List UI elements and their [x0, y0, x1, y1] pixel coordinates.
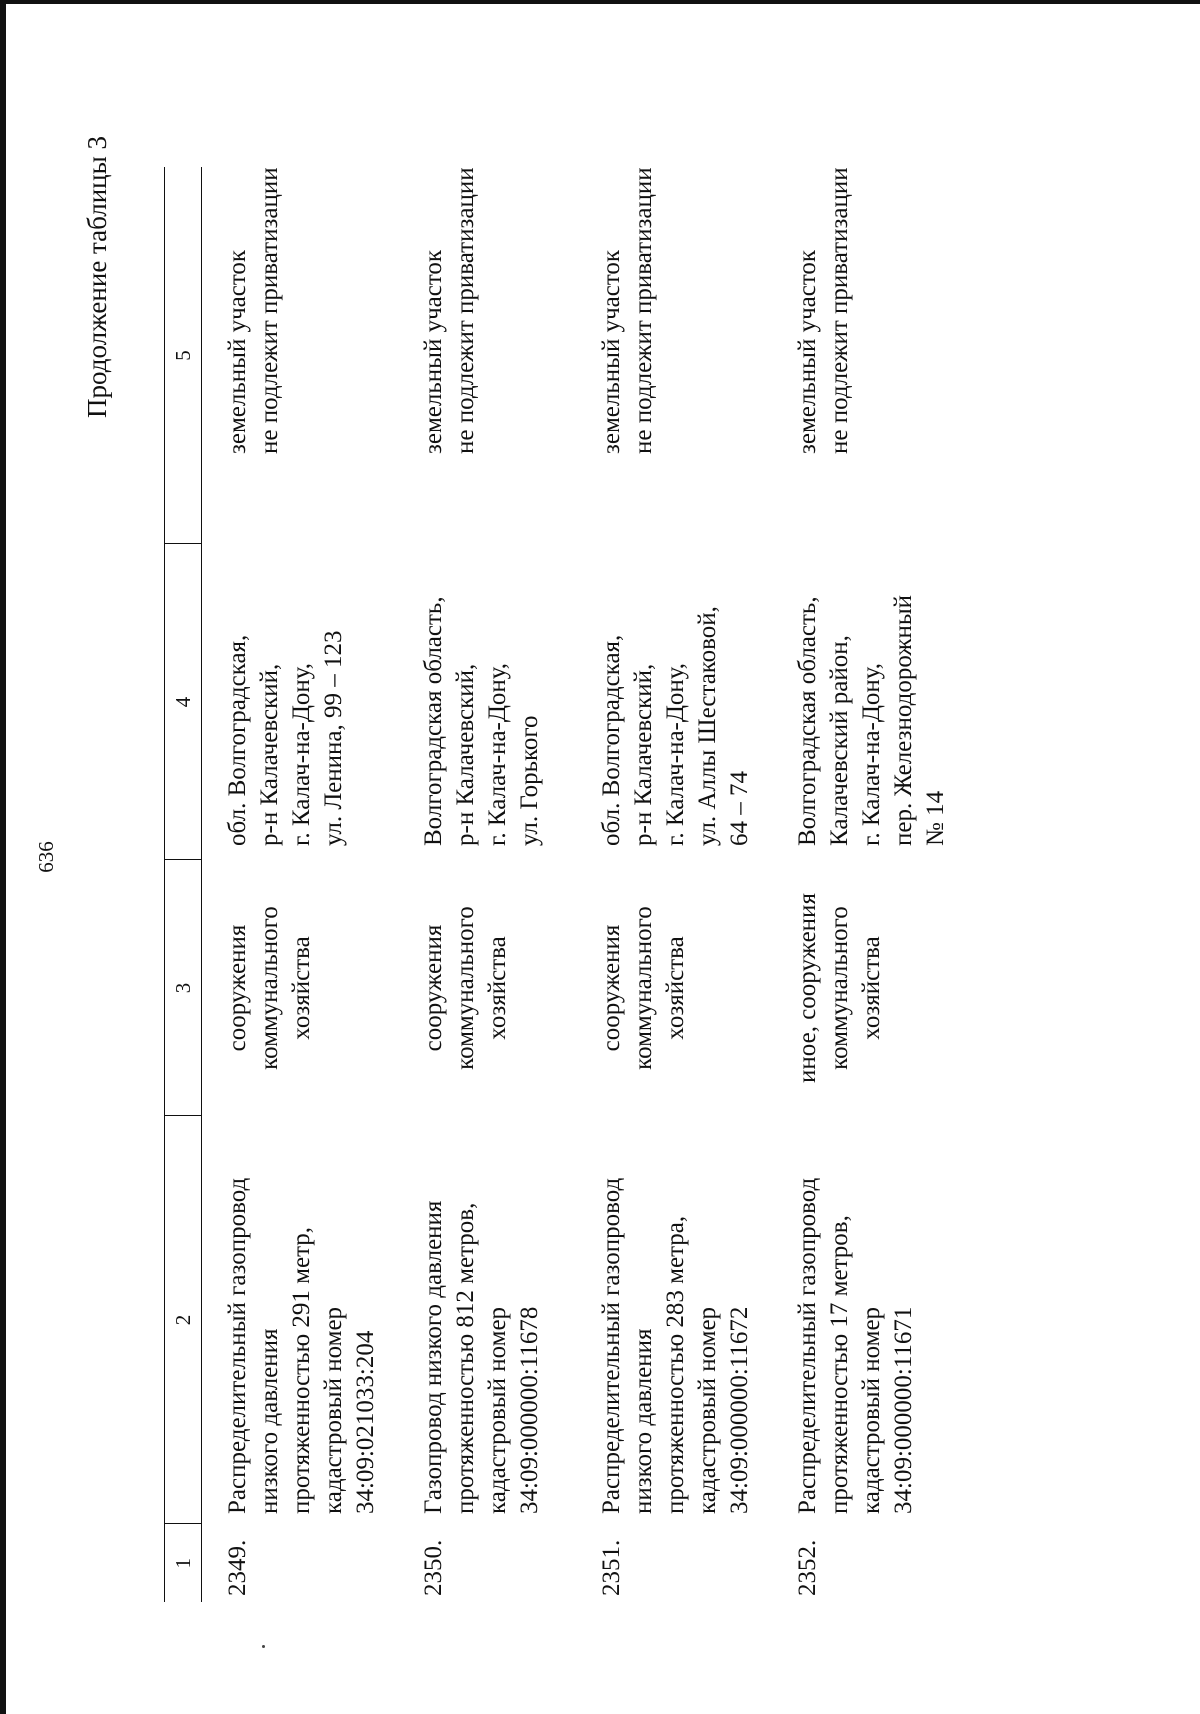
cell-line: обл. Волгоградская,	[598, 634, 625, 846]
row-number: 2349.	[224, 1539, 251, 1596]
object-name-cell	[596, 1116, 792, 1524]
address-cell	[792, 544, 988, 860]
cell-line: не подлежит приватизации	[630, 167, 657, 454]
table-row	[202, 167, 419, 1602]
cell-line: иное, сооружения	[794, 893, 821, 1083]
object-name-cell	[202, 1116, 419, 1524]
cell-line: г. Калач-на-Дону,	[288, 662, 315, 846]
cell-line: коммунального	[630, 906, 657, 1070]
cell-line: кадастровый номер	[858, 1306, 885, 1514]
table-row	[596, 167, 792, 1602]
cell-line: хозяйства	[858, 936, 885, 1040]
cell-line: Калачевский район,	[826, 635, 853, 846]
cell-line: коммунального	[826, 906, 853, 1070]
row-number: 2352.	[794, 1539, 821, 1596]
cell-line: Газопровод низкого давления	[420, 1200, 447, 1514]
cell-line: ул. Горького	[516, 715, 543, 846]
column-header: 4	[165, 544, 202, 860]
note-cell	[202, 167, 419, 544]
table-row	[418, 167, 596, 1602]
cell-line: кадастровый номер	[694, 1306, 721, 1514]
object-type-cell	[418, 860, 596, 1116]
cell-line: ул. Аллы Шестаковой,	[694, 606, 721, 846]
cell-line: 34:09:000000:11678	[516, 1306, 543, 1514]
note-cell	[418, 167, 596, 544]
cell-line: 64 – 74	[726, 771, 753, 846]
cell-line: Распределительный газопровод	[794, 1177, 821, 1514]
object-name-cell	[418, 1116, 596, 1524]
page-number: 636	[34, 841, 58, 873]
cell-line: сооружения	[598, 924, 625, 1052]
cell-line: Распределительный газопровод	[224, 1177, 251, 1514]
table-header-row	[165, 167, 202, 1602]
cell-line: 34:09:021033:204	[352, 1330, 379, 1514]
cell-line: г. Калач-на-Дону,	[858, 662, 885, 846]
cell-line: земельный участок	[224, 249, 251, 454]
object-name-cell	[792, 1116, 988, 1524]
cell-line: р-н Калачевский,	[630, 663, 657, 846]
cell-line: не подлежит приватизации	[256, 167, 283, 454]
cell-line: коммунального	[256, 906, 283, 1070]
cell-line: р-н Калачевский,	[256, 663, 283, 846]
cell-line: сооружения	[224, 924, 251, 1052]
cell-line: протяженностью 291 метр,	[288, 1226, 315, 1514]
table-continuation-title: Продолжение таблицы 3	[82, 136, 112, 418]
cell-line: обл. Волгоградская,	[224, 634, 251, 846]
object-type-cell	[596, 860, 792, 1116]
cell-line: г. Калач-на-Дону,	[662, 662, 689, 846]
cell-line: низкого давления	[256, 1328, 283, 1514]
cell-line: протяженностью 17 метров,	[826, 1215, 853, 1514]
cell-line: хозяйства	[484, 936, 511, 1040]
cell-line: ул. Ленина, 99 – 123	[320, 630, 347, 846]
row-number: 2351.	[598, 1539, 625, 1596]
address-cell	[418, 544, 596, 860]
row-number: 2350.	[420, 1539, 447, 1596]
cell-line: Волгоградская область,	[794, 596, 821, 846]
cell-line: хозяйства	[288, 936, 315, 1040]
cell-line: протяженностью 283 метра,	[662, 1215, 689, 1514]
cell-line: низкого давления	[630, 1328, 657, 1514]
cell-line: г. Калач-на-Дону,	[484, 662, 511, 846]
table-row	[792, 167, 988, 1602]
cell-line: кадастровый номер	[320, 1306, 347, 1514]
cell-line: Распределительный газопровод	[598, 1177, 625, 1514]
column-header: 2	[165, 1116, 202, 1524]
object-type-cell	[792, 860, 988, 1116]
cell-line: земельный участок	[598, 249, 625, 454]
cell-line: коммунального	[452, 906, 479, 1070]
cell-line: пер. Железнодорожный	[890, 594, 917, 846]
cell-line: № 14	[922, 790, 949, 846]
cell-line: 34:09:000000:11671	[890, 1306, 917, 1514]
address-cell	[596, 544, 792, 860]
cell-line: кадастровый номер	[484, 1306, 511, 1514]
cell-line: хозяйства	[662, 936, 689, 1040]
note-cell	[596, 167, 792, 544]
cell-line: не подлежит приватизации	[826, 167, 853, 454]
column-header: 3	[165, 860, 202, 1116]
cell-line: сооружения	[420, 924, 447, 1052]
object-type-cell	[202, 860, 419, 1116]
cell-line: земельный участок	[794, 249, 821, 454]
note-cell	[792, 167, 988, 544]
cell-line: Волгоградская область,	[420, 596, 447, 846]
address-cell	[202, 544, 419, 860]
cell-line: не подлежит приватизации	[452, 167, 479, 454]
cell-line: протяженностью 812 метров,	[452, 1202, 479, 1514]
property-table	[164, 167, 988, 1602]
cell-line: р-н Калачевский,	[452, 663, 479, 846]
column-header: 1	[165, 1524, 202, 1602]
column-header: 5	[165, 167, 202, 544]
cell-line: земельный участок	[420, 249, 447, 454]
cell-line: 34:09:000000:11672	[726, 1306, 753, 1514]
